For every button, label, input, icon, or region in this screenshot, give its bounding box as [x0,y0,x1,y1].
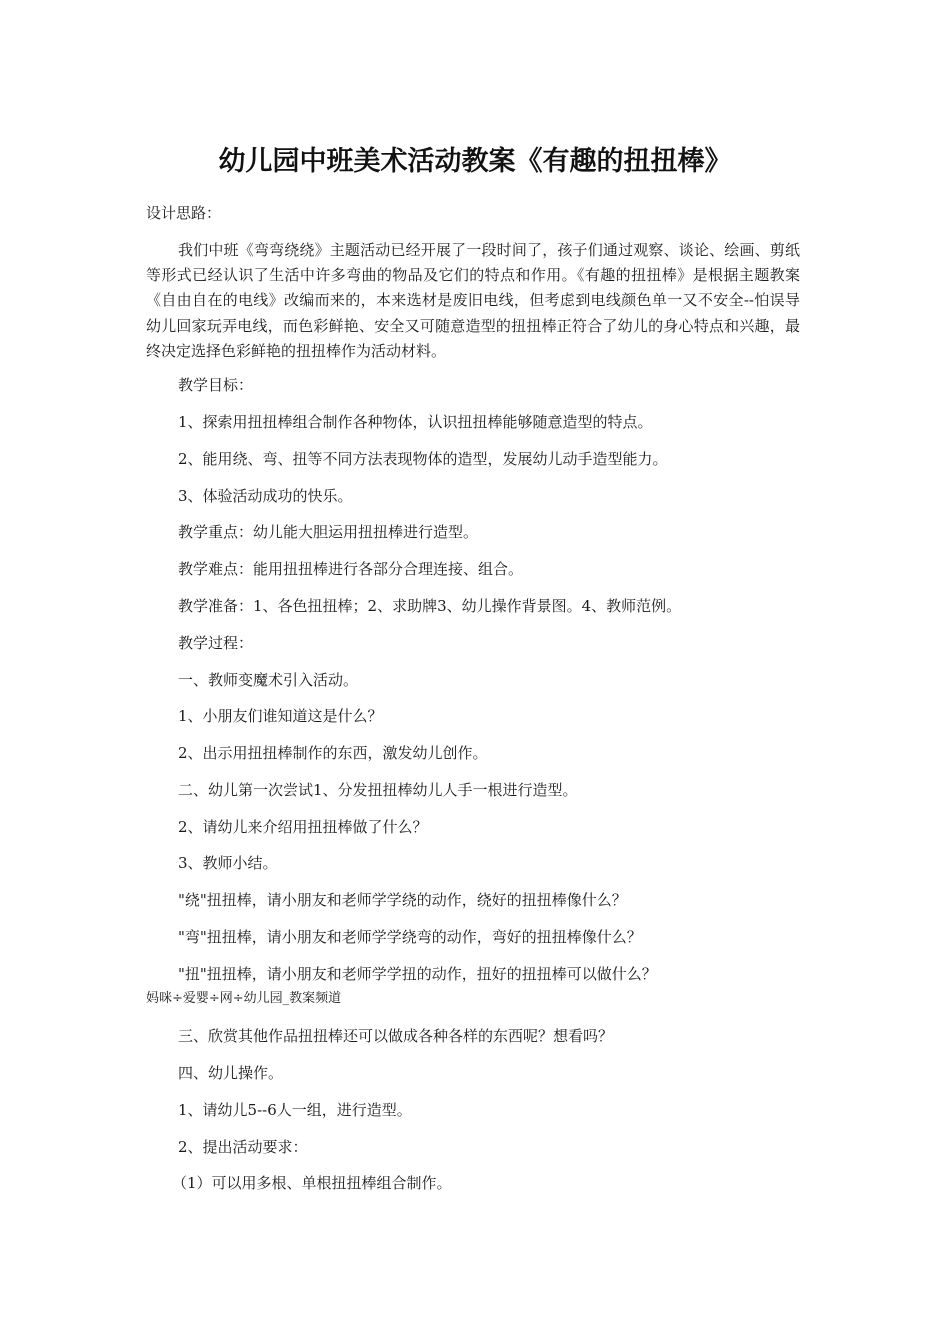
process-heading: 教学过程： [178,634,254,652]
process-step-2: 二、幼儿第一次尝试1、分发扭扭棒幼儿人手一根进行造型。 [178,781,578,799]
goals-heading: 教学目标： [178,376,254,394]
requirement-1: （1）可以用多根、单根扭扭棒组合制作。 [172,1174,452,1192]
wrap-action-line: "绕"扭扭棒，请小朋友和老师学学绕的动作，绕好的扭扭棒像什么？ [178,891,627,909]
process-step-1: 一、教师变魔术引入活动。 [178,671,359,689]
preparation: 教学准备：1、各色扭扭棒；2、求助牌3、幼儿操作背景图。4、教师范例。 [178,597,682,615]
page-title: 幼儿园中班美术活动教案《有趣的扭扭棒》 [218,146,732,177]
bend-action-line: "弯"扭扭棒，请小朋友和老师学学绕弯的动作，弯好的扭扭棒像什么？ [178,928,642,946]
process-step-4-2: 2、提出活动要求： [178,1138,308,1156]
key-point: 教学重点：幼儿能大胆运用扭扭棒进行造型。 [178,523,479,541]
goal-item-2: 2、能用绕、弯、扭等不同方法表现物体的造型，发展幼儿动手造型能力。 [178,450,668,468]
process-step-4-1: 1、请幼儿5--6人一组，进行造型。 [178,1101,412,1119]
process-step-1-2: 2、出示用扭扭棒制作的东西，激发幼儿创作。 [178,744,488,762]
design-heading: 设计思路： [146,204,222,222]
design-paragraph: 我们中班《弯弯绕绕》主题活动已经开展了一段时间了，孩子们通过观察、谈论、绘画、剪纸等形式已经认识了生活中许多弯曲的物品及它们的特点和作用。《有趣的扭扭棒》是根据主题教案《自由自在的电线》改编而来的，本来选材是废旧电线，但考虑到电线颜色单一又不安全--怕误导幼儿回家玩弄电线，而色彩鲜艳、安全又可随意造型的扭扭棒正符合了幼儿的身心特点和兴趣，最终决定选择色彩鲜艳的扭扭棒作为活动材料。 [146,241,800,360]
process-step-4: 四、幼儿操作。 [178,1064,284,1082]
process-step-1-1: 1、小朋友们谁知道这是什么？ [178,707,383,725]
source-watermark-text: 妈咪÷爱婴÷网÷幼儿园_教案频道 [146,991,342,1006]
process-step-2-2: 2、请幼儿来介绍用扭扭棒做了什么？ [178,818,428,836]
process-step-2-3: 3、教师小结。 [178,854,278,872]
twist-action-line: "扭"扭扭棒，请小朋友和老师学学扭的动作，扭好的扭扭棒可以做什么？ [178,965,657,983]
goal-item-3: 3、体验活动成功的快乐。 [178,487,353,505]
goal-item-1: 1、探索用扭扭棒组合制作各种物体，认识扭扭棒能够随意造型的特点。 [178,413,653,431]
difficult-point: 教学难点：能用扭扭棒进行各部分合理连接、组合。 [178,560,524,578]
process-step-3: 三、欣赏其他作品扭扭棒还可以做成各种各样的东西呢？想看吗？ [178,1027,614,1045]
